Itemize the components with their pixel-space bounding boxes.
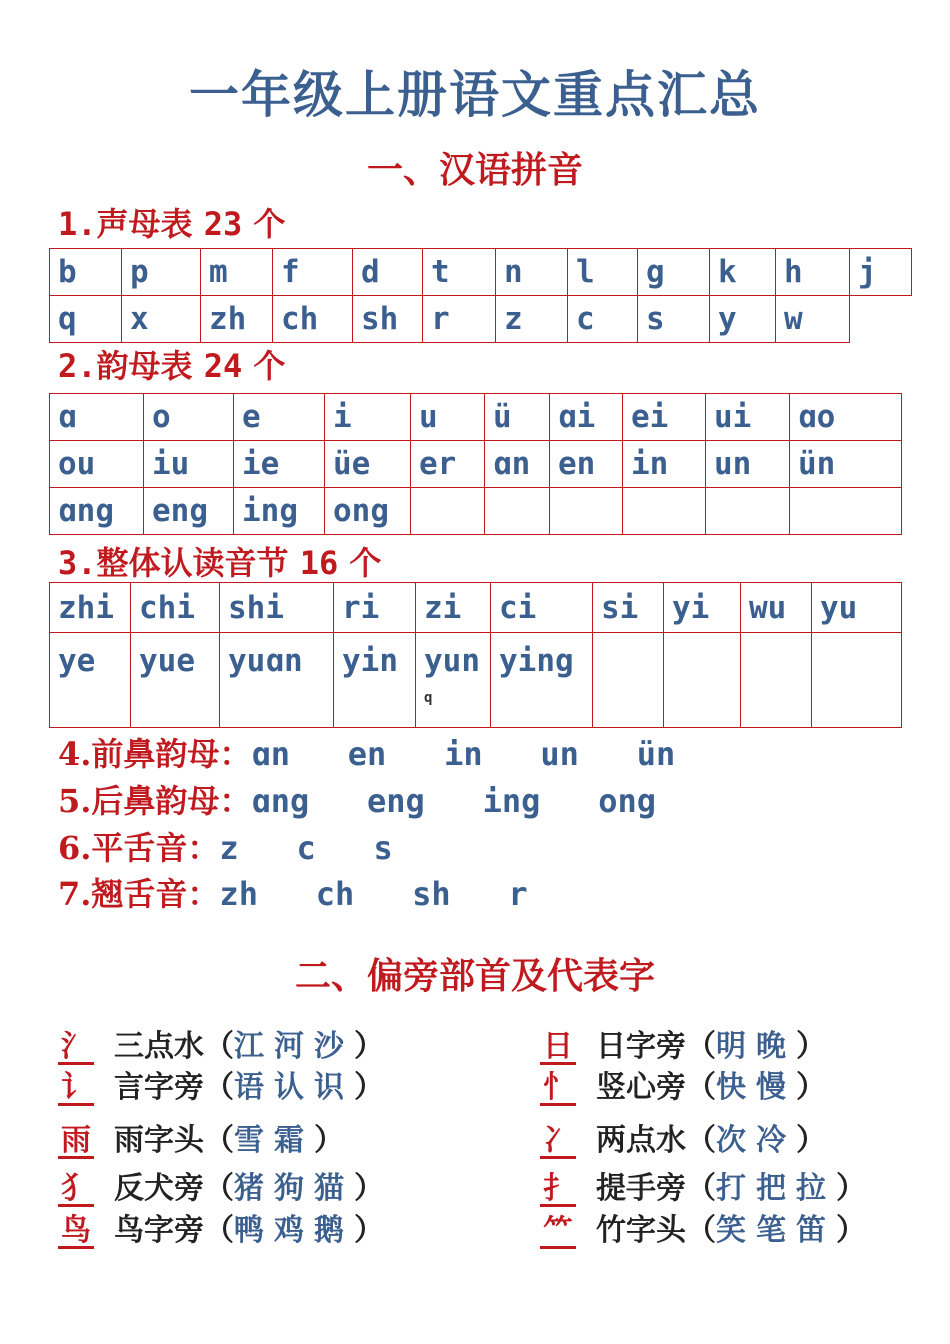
yunmu-cell: ui [706, 394, 790, 441]
radical-symbol: 讠 [58, 1073, 94, 1106]
yunmu-cell: o [144, 394, 234, 441]
zhengti-cell: yue [131, 633, 220, 728]
zhengti-heading: 3.整体认读音节 16 个 [58, 544, 382, 582]
radical-examples: 江河沙 [234, 1029, 354, 1064]
zhengti-cell [593, 633, 664, 728]
zhengti-cell [664, 633, 741, 728]
radical-entry [540, 1123, 826, 1159]
yunmu-cell [485, 488, 550, 535]
line-label: 5.后鼻韵母： [58, 782, 252, 820]
pinyin-summary-line [58, 735, 676, 773]
shengmu-heading: 1.声母表 23 个 [58, 205, 286, 243]
radical-symbol: 日 [540, 1032, 576, 1065]
radical-entry [540, 1070, 826, 1106]
zhengti-cell: yi [664, 583, 741, 633]
yunmu-cell: üe [325, 441, 411, 488]
pinyin-summary-line [58, 829, 393, 867]
zhengti-cell: ri [334, 583, 416, 633]
paren-close: ） [796, 1123, 826, 1158]
shengmu-cell: f [273, 249, 353, 296]
yunmu-cell [411, 488, 485, 535]
radical-examples: 猪狗猫 [234, 1171, 354, 1206]
radical-examples: 雪霜 [234, 1123, 314, 1158]
zhengti-cell: yun q [416, 633, 491, 728]
zhengti-cell: yu [812, 583, 902, 633]
radical-entry [58, 1213, 384, 1249]
yunmu-table [49, 393, 902, 535]
radical-name: 雨字头 [114, 1123, 204, 1158]
yunmu-cell: ong [325, 488, 411, 535]
section-radicals-heading: 二、偏旁部首及代表字 [294, 955, 655, 997]
radical-symbol: 扌 [540, 1174, 576, 1207]
shengmu-cell: g [638, 249, 710, 296]
yunmu-cell: iu [144, 441, 234, 488]
shengmu-cell: y [710, 296, 776, 343]
zhengti-cell: yuɑn [220, 633, 334, 728]
shengmu-cell: ch [273, 296, 353, 343]
paren-close: ） [796, 1070, 826, 1105]
yunmu-cell: ou [50, 441, 144, 488]
shengmu-cell: j [850, 249, 912, 296]
zhengti-cell: zi [416, 583, 491, 633]
radical-examples: 快慢 [716, 1070, 796, 1105]
yunmu-cell [706, 488, 790, 535]
paren-open: （ [686, 1171, 716, 1206]
shengmu-cell: n [496, 249, 568, 296]
zhengti-cell [741, 633, 812, 728]
yunmu-cell: ɑo [790, 394, 902, 441]
section-pinyin-heading: 一、汉语拼音 [366, 149, 583, 191]
paren-close: ） [354, 1213, 384, 1248]
radical-examples: 打把拉 [716, 1171, 836, 1206]
radical-examples: 明晚 [716, 1029, 796, 1064]
line-label: 7.翘舌音： [58, 875, 220, 913]
shengmu-cell: p [122, 249, 201, 296]
shengmu-cell: zh [201, 296, 273, 343]
radical-examples: 笑笔笛 [716, 1213, 836, 1248]
yunmu-cell: ɑ [50, 394, 144, 441]
line-value: zh ch sh r [219, 875, 528, 913]
yunmu-cell: ɑn [485, 441, 550, 488]
zhengti-cell: ying [491, 633, 593, 728]
paren-close: ） [354, 1029, 384, 1064]
radical-examples: 语认识 [234, 1070, 354, 1105]
yunmu-cell: u [411, 394, 485, 441]
zhengti-cell: ci [491, 583, 593, 633]
yunmu-cell: i [325, 394, 411, 441]
paren-close: ） [354, 1070, 384, 1105]
radical-symbol: 氵 [58, 1032, 94, 1065]
radical-name: 三点水 [114, 1029, 204, 1064]
shengmu-cell: k [710, 249, 776, 296]
paren-open: （ [204, 1029, 234, 1064]
yunmu-cell: e [234, 394, 325, 441]
radical-name: 竹字头 [596, 1213, 686, 1248]
radical-entry [58, 1029, 384, 1065]
radical-name: 鸟字旁 [114, 1213, 204, 1248]
radical-symbol: ⺮ [540, 1216, 576, 1249]
shengmu-cell: h [776, 249, 850, 296]
yunmu-cell: ü [485, 394, 550, 441]
radical-name: 反犬旁 [114, 1171, 204, 1206]
paren-close: ） [836, 1213, 866, 1248]
radical-name: 竖心旁 [596, 1070, 686, 1105]
line-value: ɑng eng ing ong [251, 782, 656, 820]
shengmu-cell: sh [353, 296, 423, 343]
radical-name: 提手旁 [596, 1171, 686, 1206]
shengmu-cell: c [568, 296, 638, 343]
paren-open: （ [686, 1213, 716, 1248]
zhengti-cell [812, 633, 902, 728]
paren-close: ） [796, 1029, 826, 1064]
radical-entry [540, 1171, 866, 1207]
yunmu-cell: eng [144, 488, 234, 535]
shengmu-cell: q [50, 296, 122, 343]
shengmu-cell: r [423, 296, 496, 343]
yunmu-cell: ing [234, 488, 325, 535]
line-value: ɑn en in un ün [251, 735, 676, 773]
shengmu-table [49, 248, 912, 343]
radical-name: 日字旁 [596, 1029, 686, 1064]
shengmu-cell: t [423, 249, 496, 296]
yunmu-cell: ün [790, 441, 902, 488]
zhengti-table [49, 582, 902, 728]
zhengti-cell: chi [131, 583, 220, 633]
paren-open: （ [686, 1070, 716, 1105]
paren-open: （ [204, 1171, 234, 1206]
radical-symbol: 雨 [58, 1126, 94, 1159]
radical-symbol: 忄 [540, 1073, 576, 1106]
radical-name: 两点水 [596, 1123, 686, 1158]
shengmu-empty-cell [850, 296, 912, 343]
radical-entry [58, 1171, 384, 1207]
paren-close: ） [836, 1171, 866, 1206]
paren-open: （ [686, 1123, 716, 1158]
zhengti-cell: zhi [50, 583, 131, 633]
yunmu-cell [550, 488, 623, 535]
radical-examples: 鸭鸡鹅 [234, 1213, 354, 1248]
zhengti-cell: ye [50, 633, 131, 728]
pinyin-summary-line [58, 782, 656, 820]
radical-entry [58, 1070, 384, 1106]
radical-name: 言字旁 [114, 1070, 204, 1105]
shengmu-cell: s [638, 296, 710, 343]
stray-mark: q [424, 690, 433, 706]
yunmu-cell [790, 488, 902, 535]
line-label: 4.前鼻韵母： [58, 735, 252, 773]
yunmu-cell: in [623, 441, 706, 488]
shengmu-cell: z [496, 296, 568, 343]
line-value: z c s [219, 829, 393, 867]
radical-symbol: 冫 [540, 1126, 576, 1159]
zhengti-cell: yin [334, 633, 416, 728]
radical-symbol: 犭 [58, 1174, 94, 1207]
shengmu-cell: x [122, 296, 201, 343]
radical-entry [58, 1123, 344, 1159]
shengmu-cell: l [568, 249, 638, 296]
yunmu-cell: ie [234, 441, 325, 488]
paren-open: （ [204, 1213, 234, 1248]
yunmu-cell: ei [623, 394, 706, 441]
yunmu-cell: ɑi [550, 394, 623, 441]
paren-open: （ [204, 1123, 234, 1158]
paren-open: （ [686, 1029, 716, 1064]
radical-examples: 次冷 [716, 1123, 796, 1158]
radical-symbol: 鸟 [58, 1216, 94, 1249]
shengmu-cell: d [353, 249, 423, 296]
yunmu-cell: er [411, 441, 485, 488]
yunmu-heading: 2.韵母表 24 个 [58, 347, 286, 385]
zhengti-cell: si [593, 583, 664, 633]
zhengti-cell: wu [741, 583, 812, 633]
shengmu-cell: m [201, 249, 273, 296]
radical-entry [540, 1029, 826, 1065]
pinyin-summary-line [58, 875, 528, 913]
zhengti-cell: shi [220, 583, 334, 633]
yunmu-cell: ɑng [50, 488, 144, 535]
paren-open: （ [204, 1070, 234, 1105]
shengmu-cell: b [50, 249, 122, 296]
radical-entry [540, 1213, 866, 1249]
page-title: 一年级上册语文重点汇总 [189, 65, 761, 124]
paren-close: ） [354, 1171, 384, 1206]
yunmu-cell: un [706, 441, 790, 488]
yunmu-cell [623, 488, 706, 535]
paren-close: ） [314, 1123, 344, 1158]
shengmu-cell: w [776, 296, 850, 343]
yunmu-cell: en [550, 441, 623, 488]
line-label: 6.平舌音： [58, 829, 220, 867]
